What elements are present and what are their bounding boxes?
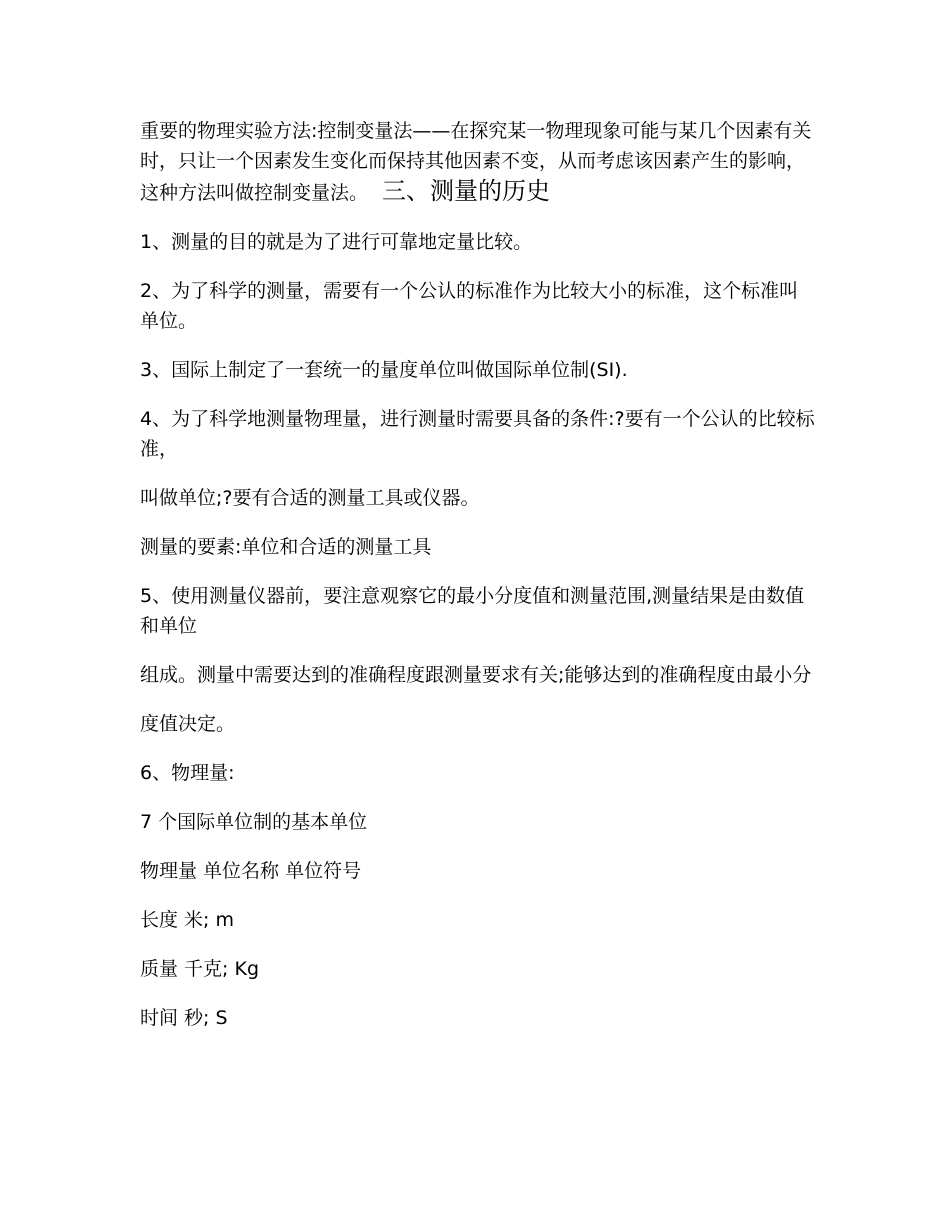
paragraph-7: 5、使用测量仪器前，要注意观察它的最小分度值和测量范围,测量结果是由数值和单位 (140, 585, 805, 637)
paragraph-10: 6、物理量: (140, 762, 235, 784)
paragraph-1: 1、测量的目的就是为了进行可靠地定量比较。 (140, 231, 533, 253)
intro-text: 重要的物理实验方法:控制变量法——在探究某一物理现象可能与某几个因素有关时，只让一个因素发生变化而保持其他因素不变，从而考虑该因素产生的影响，这种方法叫做控制变量法。 (140, 120, 812, 204)
section-heading: 三、测量的历史 (382, 177, 551, 205)
unit-row-length: 长度 米; m (140, 909, 234, 931)
paragraph-6: 测量的要素:单位和合适的测量工具 (140, 536, 432, 558)
paragraph-11: 7 个国际单位制的基本单位 (140, 811, 368, 833)
paragraph-5: 叫做单位;?要有合适的测量工具或仪器。 (140, 487, 480, 509)
document-body (140, 116, 815, 1052)
paragraph-9: 度值决定。 (140, 713, 236, 735)
paragraph-8: 组成。测量中需要达到的准确程度跟测量要求有关;能够达到的准确程度由最小分 (140, 664, 812, 686)
paragraph-3: 3、国际上制定了一套统一的量度单位叫做国际单位制(SI). (140, 359, 628, 381)
paragraph-2: 2、为了科学的测量，需要有一个公认的标准作为比较大小的标准，这个标准叫单位。 (140, 280, 799, 332)
unit-table-header: 物理量 单位名称 单位符号 (140, 860, 362, 882)
intro-paragraph (140, 116, 815, 208)
paragraph-4: 4、为了科学地测量物理量，进行测量时需要具备的条件:?要有一个公认的比较标准， (140, 408, 815, 460)
unit-row-mass: 质量 千克; Kg (140, 958, 260, 980)
unit-row-time: 时间 秒; S (140, 1007, 228, 1029)
